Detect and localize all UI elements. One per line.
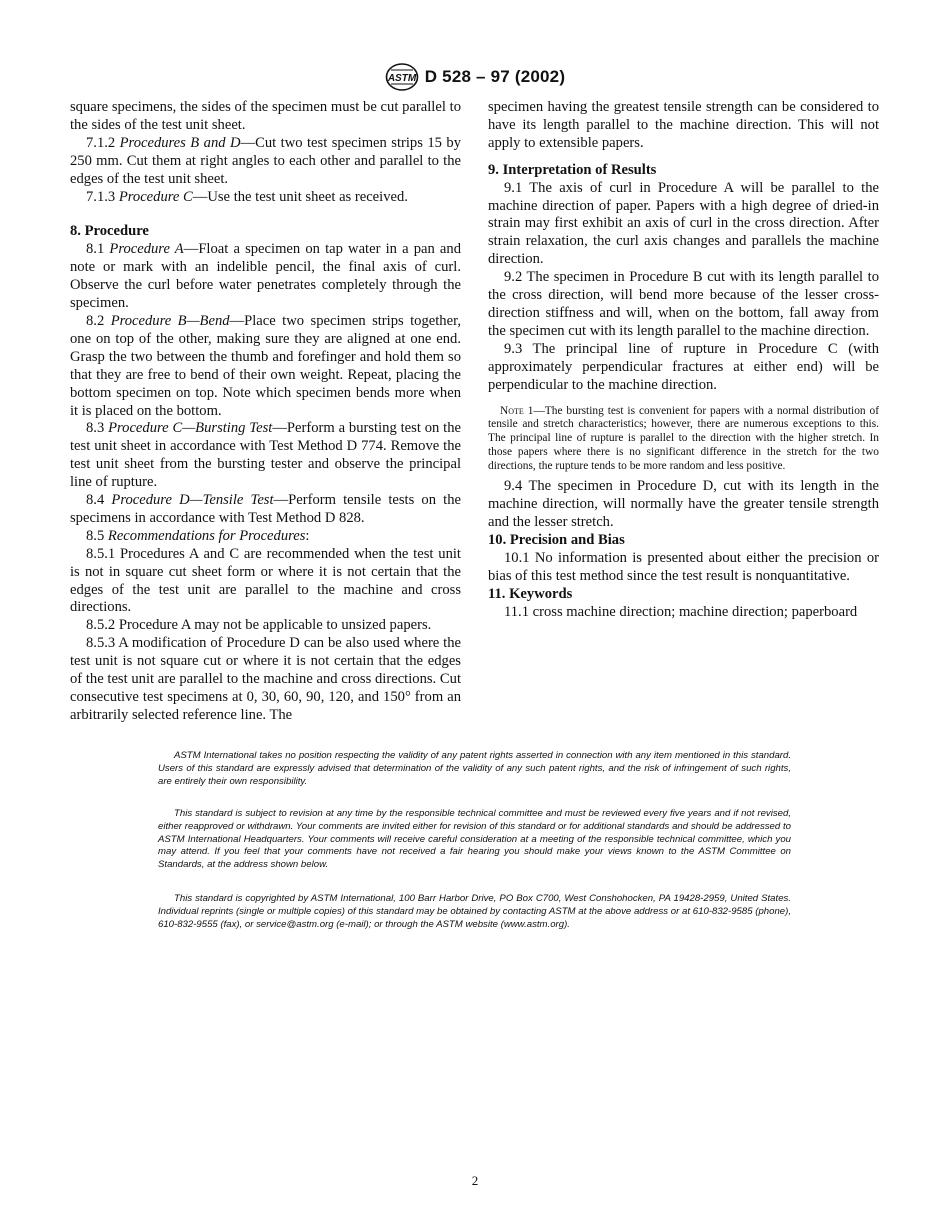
section-8-5: 8.5 Recommendations for Procedures:	[86, 527, 310, 544]
section-8-1: 8.1 Procedure A—Float a specimen on tap water in a pan and note or mark with an indelible pencil, the final axis of curl. Observe the curl before water penetrates completely through the specimen.	[70, 241, 462, 312]
svg-text:ASTM: ASTM	[387, 73, 416, 84]
right-column	[488, 99, 879, 622]
section-7-1-2: 7.1.2 Procedures B and D—Cut two test specimen strips 15 by 250 mm. Cut them at right angles to each other and parallel to the edges of the test unit sheet.	[70, 134, 461, 187]
footer-patent-notice: ASTM International takes no position respecting the validity of any patent rights asserted in connection with any item mentioned in this standard. Users of this standard are expressly advised that determination of the validity of any such patent rights, and the risk of infringement of such rights, are entirely their own responsibility.	[158, 750, 791, 787]
footer-revision-notice: This standard is subject to revision at any time by the responsible technical committee and must be reviewed every five years and if not revised, either reapproved or withdrawn. Your comments are invited either for revision of this standard or for additional standards and should be addressed to ASTM International Headquarters. Your comments will receive careful consideration at a meeting of the responsible technical committee, which you may attend. If you feel that your comments have not received a fair hearing you should make your views known to the ASTM Committee on Standards, at the address shown below.	[158, 808, 791, 871]
section-10-1: 10.1 No information is presented about either the precision or bias of this test method since the test result is nonquantitative.	[488, 550, 879, 585]
section-8-2: 8.2 Procedure B—Bend—Place two specimen strips together, one on top of the other, making sure they are aligned at one end. Grasp the two between the thumb and forefinger and hold them so that they are free to bend of their own weight. Repeat, placing the bottom specimen on top. Note which specimen bends more when it is placed on the bottom.	[70, 312, 462, 419]
section-9-3: 9.3 The principal line of rupture in Procedure C (with approximately perpendicular fractures at either end) will be perpendicular to the machine direction.	[488, 340, 879, 393]
heading-procedure: 8. Procedure	[70, 223, 149, 240]
section-11-1: 11.1 cross machine direction; machine direction; paperboard	[504, 603, 858, 620]
paragraph-continued: square specimens, the sides of the specimen must be cut parallel to the sides of the test unit sheet.	[70, 99, 461, 133]
document-designation: D 528 – 97 (2002)	[424, 67, 566, 86]
astm-logo-icon	[385, 62, 419, 92]
heading-interpretation: 9. Interpretation of Results	[488, 161, 657, 178]
section-8-4: 8.4 Procedure D—Tensile Test—Perform tensile tests on the specimens in accordance with Test Method D 828.	[70, 492, 461, 526]
section-8-5-1: 8.5.1 Procedures A and C are recommended when the test unit is not in square cut sheet form or where it is not certain that the edges of the test unit are parallel to the machine and cross directions.	[70, 545, 461, 616]
section-7-1-3: 7.1.3 Procedure C—Use the test unit sheet as received.	[86, 188, 408, 205]
section-8-5-3: 8.5.3 A modification of Procedure D can be also used where the test unit is not square cut or where it is not certain that the edges of the test unit are parallel to the machine and cross directions. Cut consecutive test specimens at 0, 30, 60, 90, 120, and 150° from an arbitrarily selected reference line. The	[70, 635, 461, 723]
section-9-4: 9.4 The specimen in Procedure D, cut with its length in the machine direction, will normally have the greater tensile strength and the lesser stretch.	[488, 478, 879, 531]
paragraph-continued: specimen having the greatest tensile strength can be considered to have its length parallel to the machine direction. This will not apply to extensible papers.	[488, 99, 879, 151]
page-header	[0, 62, 950, 97]
section-8-5-2: 8.5.2 Procedure A may not be applicable to unsized papers.	[86, 617, 432, 634]
section-9-2: 9.2 The specimen in Procedure B cut with its length parallel to the cross direction, will bend more because of the lesser cross-direction stiffness and will, when on the bottom, fall away from the specimen cut with its length parallel to the machine direction.	[488, 269, 879, 339]
section-9-1: 9.1 The axis of curl in Procedure A will be parallel to the machine direction of paper. Papers with a high degree of dried-in strain may first exhibit an axis of curl in the cross direction. After strain relaxation, the curl axis changes and parallels the machine direction.	[488, 179, 879, 268]
heading-keywords: 11. Keywords	[488, 585, 573, 602]
footer-copyright-notice: This standard is copyrighted by ASTM International, 100 Barr Harbor Drive, PO Box C700, West Conshohocken, PA 19428-2959, United States. Individual reprints (single or multiple copies) of this standard may be obtained by contacting ASTM at the above address or at 610-832-9585 (phone), 610-832-9555 (fax), or service@astm.org (e-mail); or through the ASTM website (www.astm.org).	[158, 893, 791, 930]
heading-precision-bias: 10. Precision and Bias	[488, 532, 625, 549]
note-1: Note 1—The bursting test is convenient for papers with a normal distribution of tensile and stretch characteristics; however, there are numerous exceptions to this. The principal line of rupture is parallel to the direction with the higher stretch. In those papers where there is no significant difference in the stretch for the two directions, the rupture tends to be more random and less positive.	[488, 404, 879, 472]
section-8-3: 8.3 Procedure C—Bursting Test—Perform a bursting test on the test unit sheet in accordance with Test Method D 774. Remove the test unit sheet from the bursting tester and observe the principal line of rupture.	[70, 420, 461, 491]
page-number: 2	[471, 1173, 479, 1188]
left-column	[70, 99, 461, 725]
